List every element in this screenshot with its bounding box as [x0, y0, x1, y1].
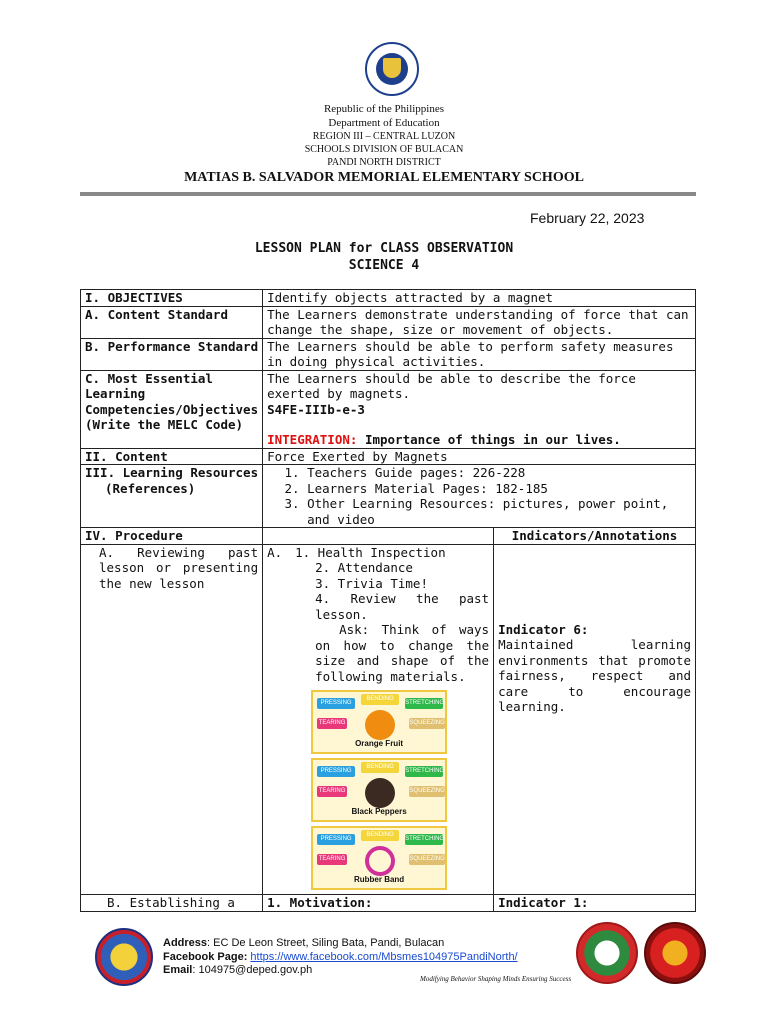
- list-item: 4. Review the past lesson.: [315, 591, 490, 622]
- ask-text: Ask: Think of ways on how to change the size and shape of the following materials.: [315, 622, 490, 684]
- action-tag: STRETCHING: [405, 834, 443, 845]
- table-row: [81, 465, 696, 528]
- district-logo: [576, 922, 638, 984]
- facebook-link[interactable]: https://www.facebook.com/Mbsmes104975PandiNorth/: [250, 951, 518, 963]
- content-standard-value: The Learners demonstrate understanding of force that can change the shape, size or movement of objects.: [263, 306, 696, 338]
- list-item: 3. Other Learning Resources: pictures, power point, and video: [307, 496, 691, 527]
- content-standard-label: A. Content Standard: [81, 306, 263, 338]
- footer-facebook: [163, 951, 518, 963]
- action-tag: SQUEEZING: [409, 786, 445, 797]
- header-line-division: SCHOOLS DIVISION OF BULACAN: [304, 144, 464, 155]
- table-row: [81, 370, 696, 448]
- footer-email: [163, 964, 312, 976]
- list-item: 3. Trivia Time!: [315, 575, 428, 591]
- action-tag: TEARING: [317, 786, 347, 797]
- action-tag: TEARING: [317, 718, 347, 729]
- footer-motto: Modifying Behavior Shaping Minds Ensuring Success: [420, 975, 572, 983]
- table-row: [81, 306, 696, 338]
- table-row: [81, 448, 696, 465]
- header-line-region: REGION III – CENTRAL LUZON: [312, 131, 456, 142]
- indicators-label: Indicators/Annotations: [494, 528, 696, 545]
- email-value: : 104975@deped.gov.ph: [192, 964, 313, 976]
- review-items: [267, 545, 489, 685]
- address-value: : EC De Leon Street, Siling Bata, Pandi, Bulacan: [207, 937, 445, 949]
- action-tag: PRESSING: [317, 766, 355, 777]
- resources-list: [267, 465, 691, 527]
- motivation-label: 1. Motivation:: [263, 895, 494, 912]
- list-item: 2. Learners Material Pages: 182-185: [307, 481, 691, 497]
- integration-line: [267, 432, 691, 448]
- objectives-value: Identify objects attracted by a magnet: [263, 290, 696, 307]
- header-divider: [80, 192, 696, 196]
- document-date: February 22, 2023: [530, 210, 645, 226]
- indicator6-title: Indicator 6:: [498, 621, 589, 637]
- action-tag: BENDING: [361, 830, 399, 841]
- resources-label: III. Learning Resources: [85, 465, 259, 480]
- action-tag: PRESSING: [317, 698, 355, 709]
- facebook-label: Facebook Page:: [163, 951, 248, 963]
- action-tag: STRETCHING: [405, 698, 443, 709]
- table-row: [81, 895, 696, 912]
- material-caption: Black Peppers: [351, 806, 407, 816]
- review-label: A. Reviewing past lesson or presenting the new lesson: [81, 544, 263, 895]
- melc-cell: [263, 370, 696, 448]
- material-caption: Rubber Band: [353, 874, 405, 884]
- header-line-deped: Department of Education: [328, 117, 440, 129]
- melc-value: The Learners should be able to describe the force exerted by magnets.: [267, 370, 636, 401]
- material-caption: Orange Fruit: [355, 738, 404, 748]
- content-value: Force Exerted by Magnets: [263, 448, 696, 465]
- review-cell: [263, 544, 494, 895]
- action-tag: BENDING: [361, 694, 399, 705]
- review-prefix: A.: [267, 544, 283, 560]
- list-item: 1. Teachers Guide pages: 226-228: [307, 465, 691, 481]
- lesson-plan-table: [80, 289, 696, 912]
- action-tag: PRESSING: [317, 834, 355, 845]
- material-card: [311, 690, 447, 754]
- list-item: 1. Health Inspection: [295, 544, 446, 560]
- action-tag: TEARING: [317, 854, 347, 865]
- table-row: [81, 290, 696, 307]
- deped-seal-logo: [365, 42, 419, 96]
- header-line-republic: Republic of the Philippines: [323, 103, 445, 115]
- address-label: Address: [163, 937, 208, 949]
- email-label: Email: [163, 964, 193, 976]
- action-tag: STRETCHING: [405, 766, 443, 777]
- procedure-empty-cell: [263, 528, 494, 545]
- table-row: [81, 338, 696, 370]
- division-logo: [644, 922, 706, 984]
- resources-sub: (References): [105, 480, 196, 496]
- footer-address: [163, 937, 444, 949]
- resources-cell: [263, 465, 696, 528]
- school-logo: [95, 928, 153, 986]
- indicator6-cell: [494, 544, 696, 895]
- content-label: II. Content: [81, 448, 263, 465]
- material-cards: [311, 690, 447, 890]
- melc-label: C. Most Essential Learning Competencies/Objectives (Write the MELC Code): [81, 370, 263, 448]
- performance-standard-label: B. Performance Standard: [81, 338, 263, 370]
- action-tag: SQUEEZING: [409, 854, 445, 865]
- establishing-label: B. Establishing a: [81, 895, 263, 912]
- table-row: [81, 544, 696, 895]
- resources-label-cell: [81, 465, 263, 528]
- indicator1-title: Indicator 1:: [494, 895, 696, 912]
- header-line-district: PANDI NORTH DISTRICT: [327, 157, 441, 168]
- action-tag: BENDING: [361, 762, 399, 773]
- action-tag: SQUEEZING: [409, 718, 445, 729]
- material-card: [311, 758, 447, 822]
- integration-value: Importance of things in our lives.: [364, 432, 621, 447]
- indicator6-text: Maintained learning environments that promote fairness, respect and care to encourage learning.: [498, 637, 691, 714]
- material-card: [311, 826, 447, 890]
- list-item: 2. Attendance: [315, 560, 413, 575]
- integration-label: INTEGRATION:: [267, 432, 358, 447]
- school-name: MATIAS B. SALVADOR MEMORIAL ELEMENTARY SCHOOL: [184, 170, 584, 185]
- document-subject: SCIENCE 4: [348, 258, 420, 273]
- objectives-label: I. OBJECTIVES: [81, 290, 263, 307]
- melc-code: S4FE-IIIb-e-3: [267, 401, 365, 417]
- procedure-label: IV. Procedure: [81, 528, 263, 545]
- performance-standard-value: The Learners should be able to perform safety measures in doing physical activities.: [263, 338, 696, 370]
- table-row: [81, 528, 696, 545]
- document-title: LESSON PLAN for CLASS OBSERVATION: [254, 241, 514, 256]
